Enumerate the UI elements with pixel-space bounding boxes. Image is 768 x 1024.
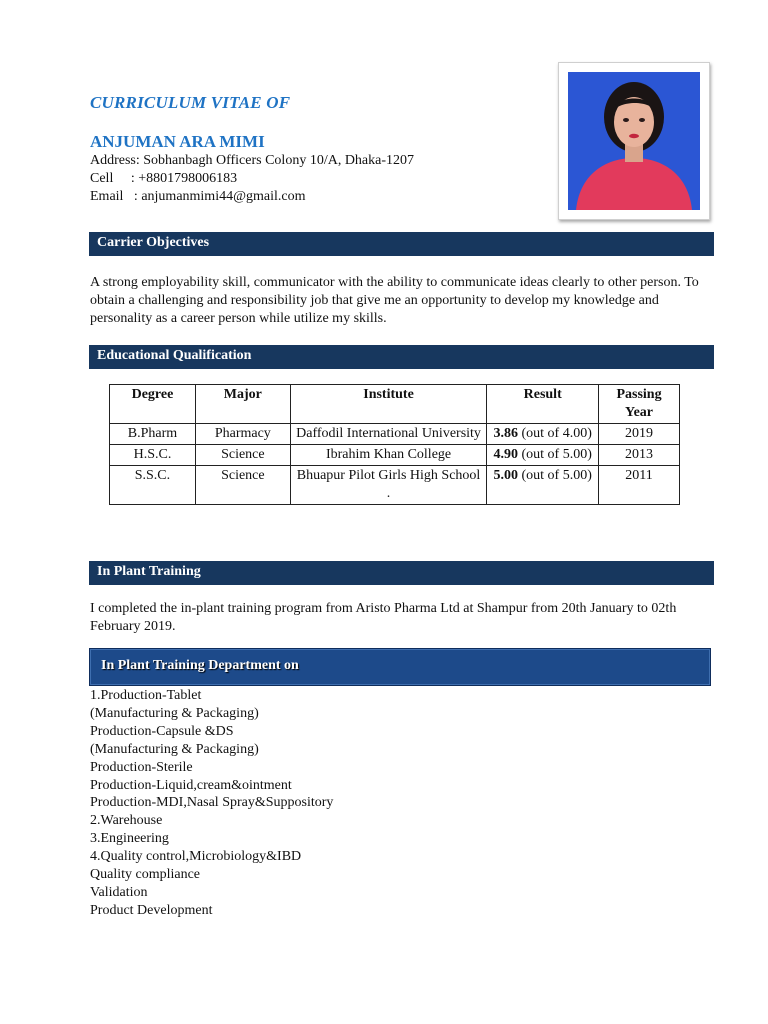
table-header-row <box>110 385 680 424</box>
result-score: 4.90 <box>493 447 518 462</box>
email-line: Email : anjumanmimi44@gmail.com <box>90 189 306 204</box>
institute-cell: Ibrahim Khan College <box>290 445 487 466</box>
training-paragraph: I completed the in-plant training program from Aristo Pharma Ltd at Shampur from 20th January to 02th February 2019. <box>90 601 677 634</box>
institute-cell: Bhuapur Pilot Girls High School . <box>290 466 487 505</box>
degree-cell: B.Pharm <box>110 424 196 445</box>
address-line: Address: Sobhanbagh Officers Colony 10/A, Dhaka-1207 <box>90 153 415 168</box>
result-scale: (out of 5.00) <box>517 468 592 483</box>
section-bar-departments <box>89 648 711 686</box>
header-passing-year: Passing Year <box>599 385 680 424</box>
section-bar-objectives <box>89 232 714 256</box>
major-cell: Pharmacy <box>195 424 290 445</box>
cv-title: CURRICULUM VITAE OF <box>90 93 291 112</box>
header-result: Result <box>487 385 599 424</box>
year-cell: 2011 <box>599 466 680 505</box>
major-cell: Science <box>195 445 290 466</box>
header-degree: Degree <box>110 385 196 424</box>
section-title-objectives: Carrier Objectives <box>97 235 210 250</box>
profile-photo <box>568 72 700 210</box>
header-major: Major <box>195 385 290 424</box>
institute-cell: Daffodil International University <box>290 424 487 445</box>
year-cell: 2013 <box>599 445 680 466</box>
list-item: Validation <box>90 884 148 900</box>
department-list <box>90 687 333 920</box>
result-cell <box>487 445 599 466</box>
list-item: 2.Warehouse <box>90 813 163 829</box>
section-bar-training <box>89 561 714 585</box>
result-score: 3.86 <box>493 426 518 441</box>
result-cell <box>487 424 599 445</box>
section-bar-education <box>89 345 714 369</box>
section-title-training: In Plant Training <box>97 564 201 579</box>
list-item: Quality compliance <box>90 867 201 883</box>
section-title-departments: In Plant Training Department on <box>101 658 299 673</box>
degree-cell: H.S.C. <box>110 445 196 466</box>
list-item: (Manufacturing & Packaging) <box>90 705 259 721</box>
year-cell: 2019 <box>599 424 680 445</box>
profile-photo-frame <box>558 62 710 220</box>
result-scale: (out of 5.00) <box>517 447 592 462</box>
candidate-name: ANJUMAN ARA MIMI <box>90 132 265 151</box>
list-item: Production-Liquid,cream&ointment <box>90 777 292 793</box>
result-score: 5.00 <box>493 468 518 483</box>
list-item: Product Development <box>90 902 213 918</box>
degree-cell: S.S.C. <box>110 466 196 505</box>
contact-block <box>90 152 414 206</box>
list-item: 3.Engineering <box>90 831 169 847</box>
education-table <box>109 384 680 505</box>
list-item: Production-Capsule &DS <box>90 723 234 739</box>
list-item: (Manufacturing & Packaging) <box>90 741 259 757</box>
list-item: Production-MDI,Nasal Spray&Suppository <box>90 795 334 811</box>
objectives-paragraph: A strong employability skill, communicator with the ability to communicate ideas clearly to other person. To obtain a challenging and responsibility job that give me an opportunity to develop my knowledge and personality as a career person while utilize my skills. <box>90 275 699 326</box>
result-cell <box>487 466 599 505</box>
result-scale: (out of 4.00) <box>517 426 592 441</box>
list-item: Production-Sterile <box>90 759 193 775</box>
cell-line: Cell : +8801798006183 <box>90 171 238 186</box>
list-item: 1.Production-Tablet <box>90 688 202 703</box>
portrait-illustration <box>568 72 700 210</box>
major-cell: Science <box>195 466 290 505</box>
section-title-education: Educational Qualification <box>97 348 252 363</box>
table-row <box>110 466 680 505</box>
list-item: 4.Quality control,Microbiology&IBD <box>90 849 302 865</box>
header-institute: Institute <box>290 385 487 424</box>
table-row <box>110 445 680 466</box>
table-row <box>110 424 680 445</box>
